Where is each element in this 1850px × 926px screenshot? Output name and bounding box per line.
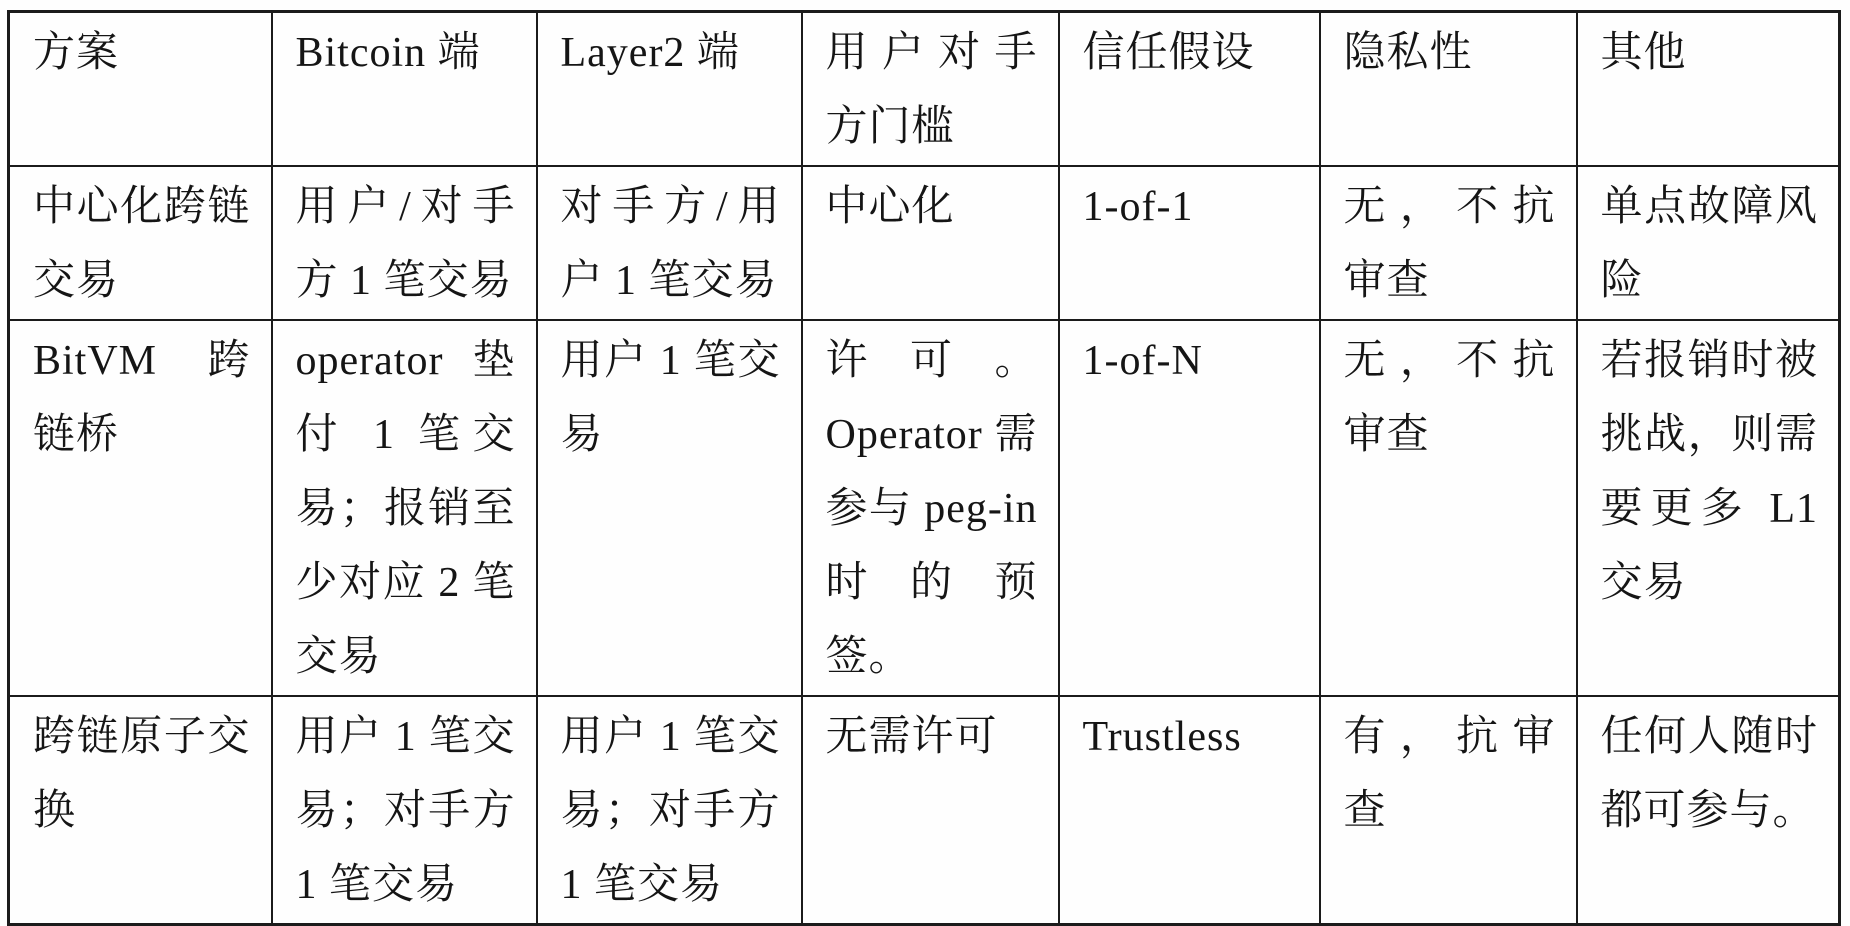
- table-body: [9, 166, 1840, 925]
- data-cell: operator 垫付 1 笔交易；报销至少对应 2 笔交易: [272, 320, 537, 696]
- data-cell: 任何人随时都可参与。: [1577, 696, 1840, 925]
- data-cell: 对手方/用户 1 笔交易: [537, 166, 802, 320]
- data-cell: 有，抗审查: [1320, 696, 1577, 925]
- row-label-cell: 跨链原子交换: [9, 696, 272, 925]
- data-cell: 许可。Operator 需参与 peg-in 时的预签。: [802, 320, 1059, 696]
- column-header-4: 信任假设: [1059, 12, 1320, 167]
- column-header-1: Bitcoin 端: [272, 12, 537, 167]
- data-cell: 1-of-N: [1059, 320, 1320, 696]
- column-header-5: 隐私性: [1320, 12, 1577, 167]
- data-cell: 用户 1 笔交易；对手方 1 笔交易: [272, 696, 537, 925]
- data-cell: 1-of-1: [1059, 166, 1320, 320]
- data-cell: 中心化: [802, 166, 1059, 320]
- data-cell: 用户/对手方 1 笔交易: [272, 166, 537, 320]
- data-cell: 无，不抗审查: [1320, 166, 1577, 320]
- table-row-2: [9, 696, 1840, 925]
- data-cell: 单点故障风险: [1577, 166, 1840, 320]
- data-cell: 无，不抗审查: [1320, 320, 1577, 696]
- row-label-cell: 中心化跨链交易: [9, 166, 272, 320]
- data-cell: 用户 1 笔交易；对手方 1 笔交易: [537, 696, 802, 925]
- data-cell: Trustless: [1059, 696, 1320, 925]
- data-cell: 若报销时被挑战，则需要更多 L1 交易: [1577, 320, 1840, 696]
- header-row: [9, 12, 1840, 167]
- row-label-cell: BitVM 跨链桥: [9, 320, 272, 696]
- column-header-6: 其他: [1577, 12, 1840, 167]
- column-header-0: 方案: [9, 12, 272, 167]
- table-header: [9, 12, 1840, 167]
- table-row-1: [9, 320, 1840, 696]
- table-row-0: [9, 166, 1840, 320]
- data-cell: 无需许可: [802, 696, 1059, 925]
- crosschain-comparison-table: [7, 10, 1841, 926]
- data-cell: 用户 1 笔交易: [537, 320, 802, 696]
- column-header-2: Layer2 端: [537, 12, 802, 167]
- column-header-3: 用户对手方门槛: [802, 12, 1059, 167]
